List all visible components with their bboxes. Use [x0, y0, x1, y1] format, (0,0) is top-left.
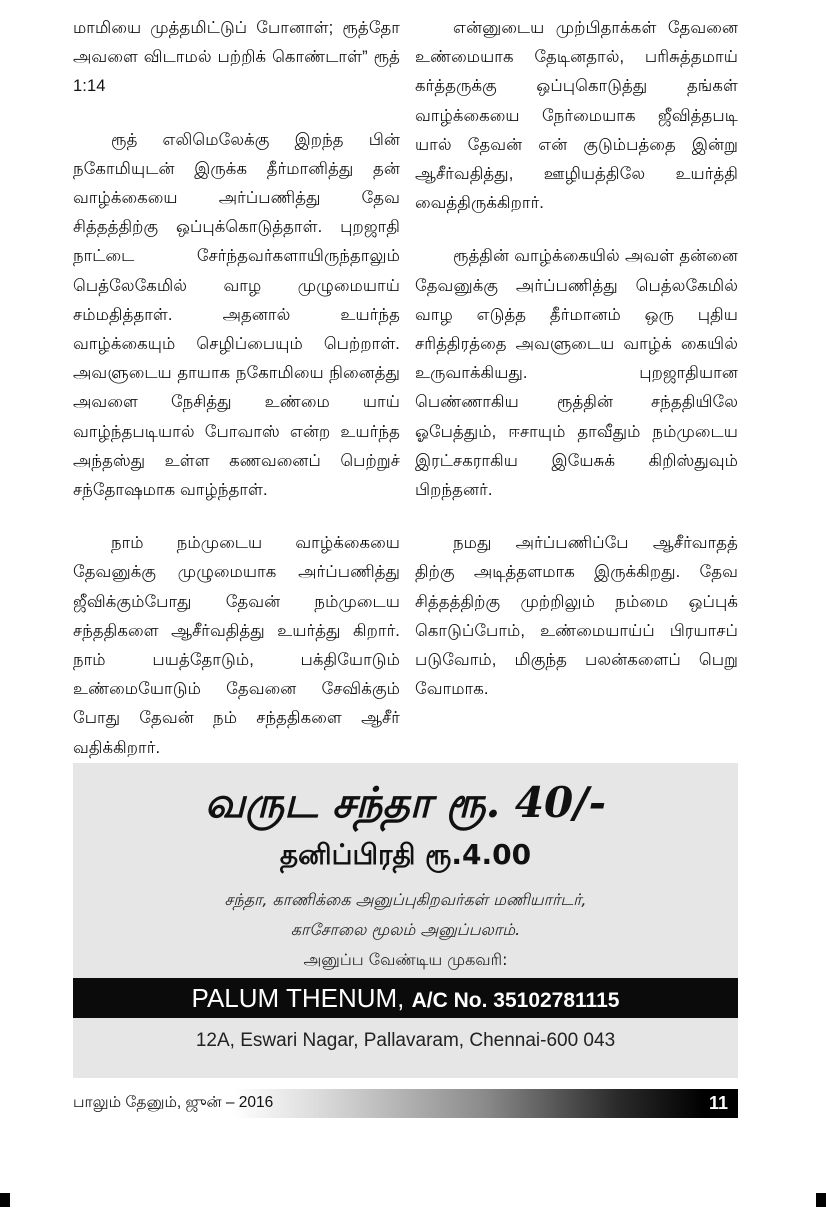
- payment-instruction-line-1: சந்தா, காணிக்கை அனுப்புகிறவர்கள் மணியார்டர்,: [224, 890, 587, 909]
- right-paragraph-3: நமது அர்ப்பணிப்பே ஆசீர்வாதத் திற்கு அடித்தளமாக இருக்கிறது. தேவ சித்தத்திற்கு முற்றிலும் நம்மை ஒப்புக் கொடுப்போம், உண்மையாய்ப் பிரயாசப் படுவோம், மிகுந்த பலன்களைப் பெறு வோமாக.: [415, 534, 738, 699]
- account-bar: [73, 978, 738, 1018]
- crop-mark-right: [816, 1193, 826, 1207]
- right-paragraph-1: என்னுடைய முற்பிதாக்கள் தேவனை உண்மையாக தேடினதால், பரிசுத்தமாய் கர்த்தருக்கு ஒப்புகொடுத்து தங்கள் வாழ்க்கையை நேர்மையாக ஜீவித்தபடி யால் தேவன் என் குடும்பத்தை இன்று ஆசீர்வதித்து, ஊழியத்திலே உயர்த்தி வைத்திருக்கிறார்.: [415, 19, 738, 213]
- right-column: [415, 14, 738, 728]
- postal-address: 12A, Eswari Nagar, Pallavaram, Chennai-600 043: [195, 1030, 616, 1051]
- left-paragraph-1: மாமியை முத்தமிட்டுப் போனாள்; ரூத்தோ அவளை விடாமல் பற்றிக் கொண்டாள்” ரூத் 1:14: [73, 19, 400, 96]
- payee-name: PALUM THENUM,: [191, 983, 405, 1013]
- right-paragraph-2: ரூத்தின் வாழ்க்கையில் அவள் தன்னை தேவனுக்கு அர்ப்பணித்து பெத்லகேமில் வாழ எடுத்த தீர்மானம் ஒரு புதிய சரித்திரத்தை அவளுடைய வாழ்க் கையில் உருவாக்கியது. புறஜாதியான பெண்ணாகிய ரூத்தின் சந்ததியிலே ஓபேத்தும், ஈசாயும் தாவீதும் நம்முடைய இரட்சகராகிய இயேசுக் கிறிஸ்துவும் பிறந்தனர்.: [415, 247, 738, 500]
- left-paragraph-3: நாம் நம்முடைய வாழ்க்கையை தேவனுக்கு முழுமையாக அர்ப்பணித்து ஜீவிக்கும்போது தேவன் நம்முடைய சந்ததிகளை ஆசீர்வதித்து உயர்த்து கிறார். நாம் பயத்தோடும், பக்தியோடும் உண்மையோடும் தேவனை சேவிக்கும் போது தேவன் நம் சந்ததிகளை ஆசீர் வதிக்கிறார்.: [73, 534, 400, 757]
- page-footer: [73, 1089, 738, 1118]
- payment-instruction-line-2: காசோலை மூலம் அனுப்பலாம்.: [290, 920, 521, 939]
- single-copy-price: தனிப்பிரதி ரூ.4.00: [279, 838, 532, 871]
- annual-subscription-title: வருட சந்தா ரூ. 40/-: [204, 778, 607, 827]
- left-column: [73, 14, 400, 787]
- address-heading: அனுப்ப வேண்டிய முகவரி:: [303, 950, 508, 969]
- crop-mark-left: [0, 1193, 10, 1207]
- footer-magazine-issue: பாலும் தேனும், ஜுன் – 2016: [73, 1094, 274, 1111]
- subscription-box: [73, 763, 738, 1078]
- page-number: 11: [708, 1093, 728, 1113]
- left-paragraph-2: ரூத் எலிமெலேக்கு இறந்த பின் நகோமியுடன் இருக்க தீர்மானித்து தன் வாழ்க்கையை அர்ப்பணித்து தேவ சித்தத்திற்கு ஒப்புக்கொடுத்தாள். புறஜாதி நாட்டை சேர்ந்தவர்களாயிருந்தாலும் பெத்லேகேமில் வாழ முழுமையாய் சம்மதித்தாள். அதனால் உயர்ந்த வாழ்க்கையும் செழிப்பையும் பெற்றாள். அவளுடைய தாயாக நகோமியை நினைத்து அவளை நேசித்து உண்மை யாய் வாழ்ந்தபடியால் போவாஸ் என்ற உயர்ந்த அந்தஸ்து உள்ள கணவனைப் பெற்றுச் சந்தோஷமாக வாழ்ந்தாள்.: [73, 130, 400, 500]
- account-number: A/C No. 35102781115: [411, 989, 620, 1012]
